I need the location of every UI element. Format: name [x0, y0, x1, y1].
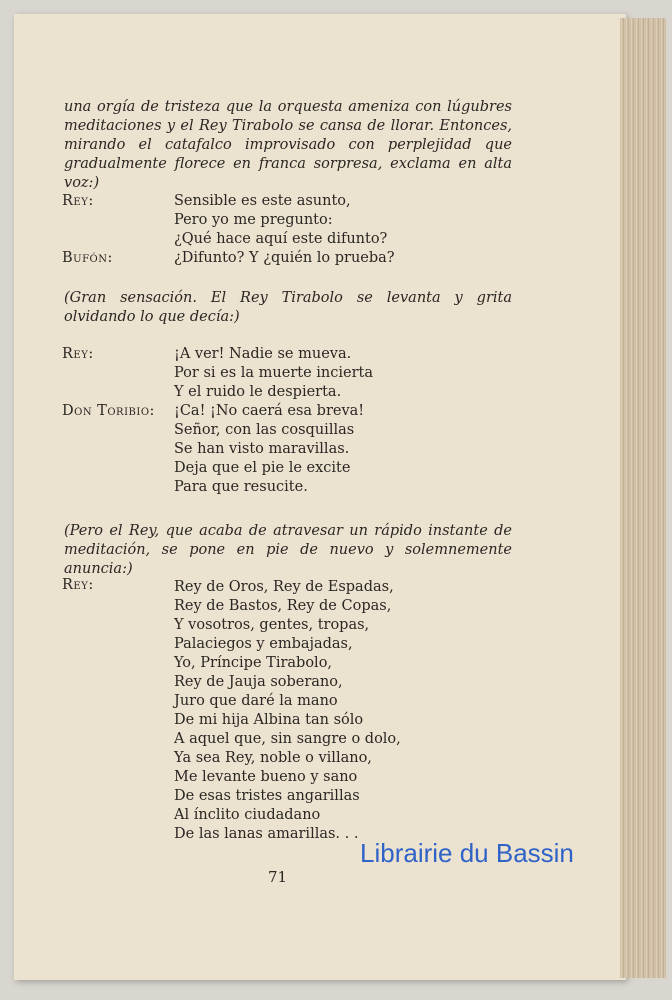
verse-line: ¿Difunto? Y ¿quién lo prueba?	[174, 250, 395, 266]
speaker-rey-2: Rey:	[62, 346, 94, 362]
verse-line: Sensible es este asunto,	[174, 193, 351, 209]
stage-direction-1: (Gran sensación. El Rey Tirabolo se levanta y grita olvidando lo que decía:)	[64, 290, 512, 325]
verse-bufon	[174, 250, 395, 269]
watermark-text: Librairie du Bassin	[360, 838, 574, 868]
speaker-don-toribio: Don Toribio:	[62, 403, 155, 419]
verse-line: De esas tristes angarillas	[174, 788, 360, 804]
verse-line: Y el ruido le despierta.	[174, 384, 342, 400]
verse-line: Al ínclito ciudadano	[174, 807, 321, 823]
verse-line: ¿Qué hace aquí este difunto?	[174, 231, 388, 247]
page-number: 71	[268, 868, 288, 886]
verse-line: Deja que el pie le excite	[174, 460, 351, 476]
verse-line: De mi hija Albina tan sólo	[174, 712, 364, 728]
verse-rey-1	[174, 193, 387, 250]
verse-line: A aquel que, sin sangre o dolo,	[174, 731, 401, 747]
verse-rey-3	[174, 579, 401, 845]
verse-line: Palaciegos y embajadas,	[174, 636, 353, 652]
verse-line: Por si es la muerte incierta	[174, 365, 373, 381]
verse-line: Rey de Jauja soberano,	[174, 674, 343, 690]
verse-line: ¡Ca! ¡No caerá esa breva!	[174, 403, 365, 419]
verse-line: Pero yo me pregunto:	[174, 212, 333, 228]
verse-line: De las lanas amarillas. . .	[174, 826, 359, 842]
verse-line: Y vosotros, gentes, tropas,	[174, 617, 370, 633]
verse-line: Ya sea Rey, noble o villano,	[174, 750, 372, 766]
verse-line: Juro que daré la mano	[174, 693, 338, 709]
verse-line: Rey de Bastos, Rey de Copas,	[174, 598, 392, 614]
verse-rey-2	[174, 346, 373, 403]
speaker-bufon: Bufón:	[62, 250, 113, 266]
verse-don-toribio	[174, 403, 364, 498]
verse-line: Se han visto maravillas.	[174, 441, 350, 457]
stage-direction-2: (Pero el Rey, que acaba de atravesar un rápido instante de meditación, se pone en pie de nuevo y solemnemente anuncia:)	[64, 523, 512, 577]
verse-line: Señor, con las cosquillas	[174, 422, 355, 438]
verse-line: Rey de Oros, Rey de Espadas,	[174, 579, 394, 595]
verse-line: Para que resucite.	[174, 479, 308, 495]
verse-line: Yo, Príncipe Tirabolo,	[174, 655, 333, 671]
verse-line: Me levante bueno y sano	[174, 769, 358, 785]
speaker-rey-3: Rey:	[62, 577, 94, 593]
intro-stage-direction: una orgía de tristeza que la orquesta ameniza con lúgubres meditaciones y el Rey Tirabolo se cansa de llorar. Entonces, mirando el catafalco improvisado con perplejidad que gradualmente florece en franca sorpresa, exclama en alta voz:)	[64, 99, 512, 191]
verse-line: ¡A ver! Nadie se mueva.	[174, 346, 352, 362]
page-edges	[620, 18, 666, 978]
speaker-rey-1: Rey:	[62, 193, 94, 209]
